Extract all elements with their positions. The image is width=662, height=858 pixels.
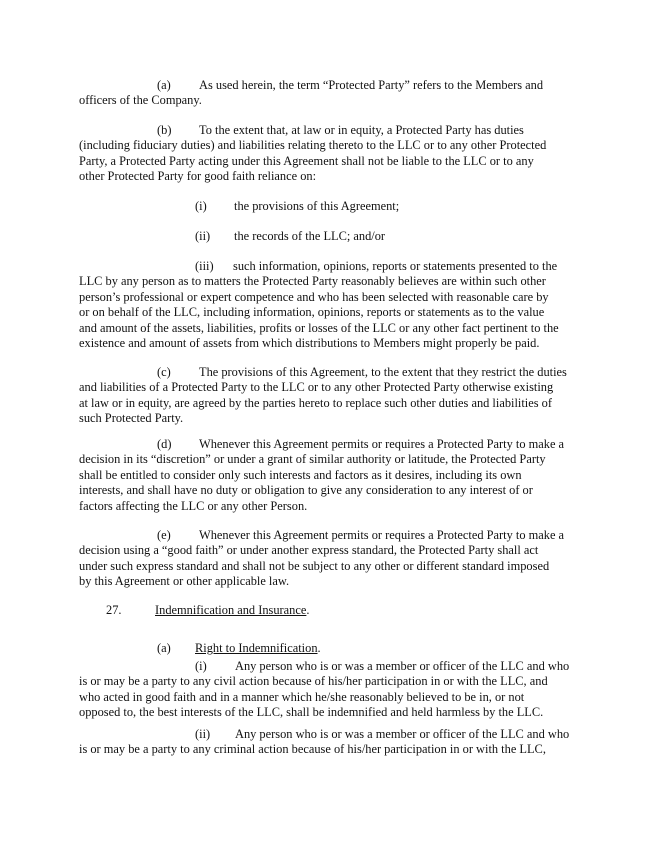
subsection-title: Right to Indemnification xyxy=(195,641,318,655)
section-27-heading: 27. Indemnification and Insurance. xyxy=(106,603,310,617)
subparagraph-b-ii: (ii) the records of the LLC; and/or xyxy=(195,229,386,243)
paragraph-marker: (ii) xyxy=(195,229,211,243)
paragraph-d: (d) Whenever this Agreement permits or requires a Protected Party to make a decision in its “discretion” or under a grant of similar authority or latitude, the Protected Party shall be entitled to consider only such interests and factors as it desires, including its own interests, and shall have no duty or obligation to give any consideration to any interest of or factors affecting the LLC or any other Person. xyxy=(79,437,565,513)
paragraph-marker: (e) xyxy=(157,528,171,542)
paragraph-a: (a) As used herein, the term “Protected Party” refers to the Members and officers of the Company. xyxy=(79,78,544,108)
subparagraph-27a-i: (i) Any person who is or was a member or officer of the LLC and who is or may be a party to any civil action because of his/her participation in or with the LLC, and who acted in good faith and in a manner which he/she reasonably believed to be in, or not opposed to, the best interests of the LLC, shall be indemnified and held harmless by the LLC. xyxy=(79,659,570,720)
paragraph-marker: (b) xyxy=(157,123,172,137)
paragraph-b: (b) To the extent that, at law or in equity, a Protected Party has duties (including fiduciary duties) and liabilities relating thereto to the LLC or to any other Protected Party, a Protected Party acting under this Agreement shall not be liable to the LLC or to any other Protected Party for good faith reliance on: xyxy=(79,123,547,184)
subparagraph-27a-ii: (ii) Any person who is or was a member or officer of the LLC and who is or may be a party to any criminal action because of his/her participation in or with the LLC, xyxy=(79,727,570,757)
paragraph-marker: (i) xyxy=(195,199,207,213)
paragraph-marker: (a) xyxy=(157,78,171,92)
subparagraph-b-i: (i) the provisions of this Agreement; xyxy=(195,199,400,213)
section-number: 27. xyxy=(106,603,122,617)
subparagraph-b-iii: (iii) such information, opinions, reports or statements presented to the LLC by any person as to matters the Protected Party reasonably believes are within such other person’s professional or expert competence and who has been selected with reasonable care by or on behalf of the LLC, including information, opinions, reports or statements as to the value and amount of the assets, liabilities, profits or losses of the LLC or any other fact pertinent to the existence and amount of assets from which distributions to Members might properly be paid. xyxy=(79,259,559,351)
section-title: Indemnification and Insurance xyxy=(155,603,307,617)
paragraph-marker: (d) xyxy=(157,437,172,451)
paragraph-c: (c) The provisions of this Agreement, to the extent that they restrict the duties and liabilities of a Protected Party to the LLC or to any other Protected Party otherwise existing at law or in equity, are agreed by the parties hereto to replace such other duties and liabilities of such Protected Party. xyxy=(79,365,567,426)
paragraph-e: (e) Whenever this Agreement permits or requires a Protected Party to make a decision using a “good faith” or under another express standard, the Protected Party shall act under such express standard and shall not be subject to any other or different standard imposed by this Agreement or other applicable law. xyxy=(79,528,565,589)
paragraph-marker: (iii) xyxy=(195,259,214,273)
section-27a-heading: (a) Right to Indemnification. xyxy=(157,641,321,655)
paragraph-marker: (c) xyxy=(157,365,171,379)
paragraph-marker: (i) xyxy=(195,659,207,673)
paragraph-marker: (ii) xyxy=(195,727,211,741)
paragraph-marker: (a) xyxy=(157,641,171,655)
